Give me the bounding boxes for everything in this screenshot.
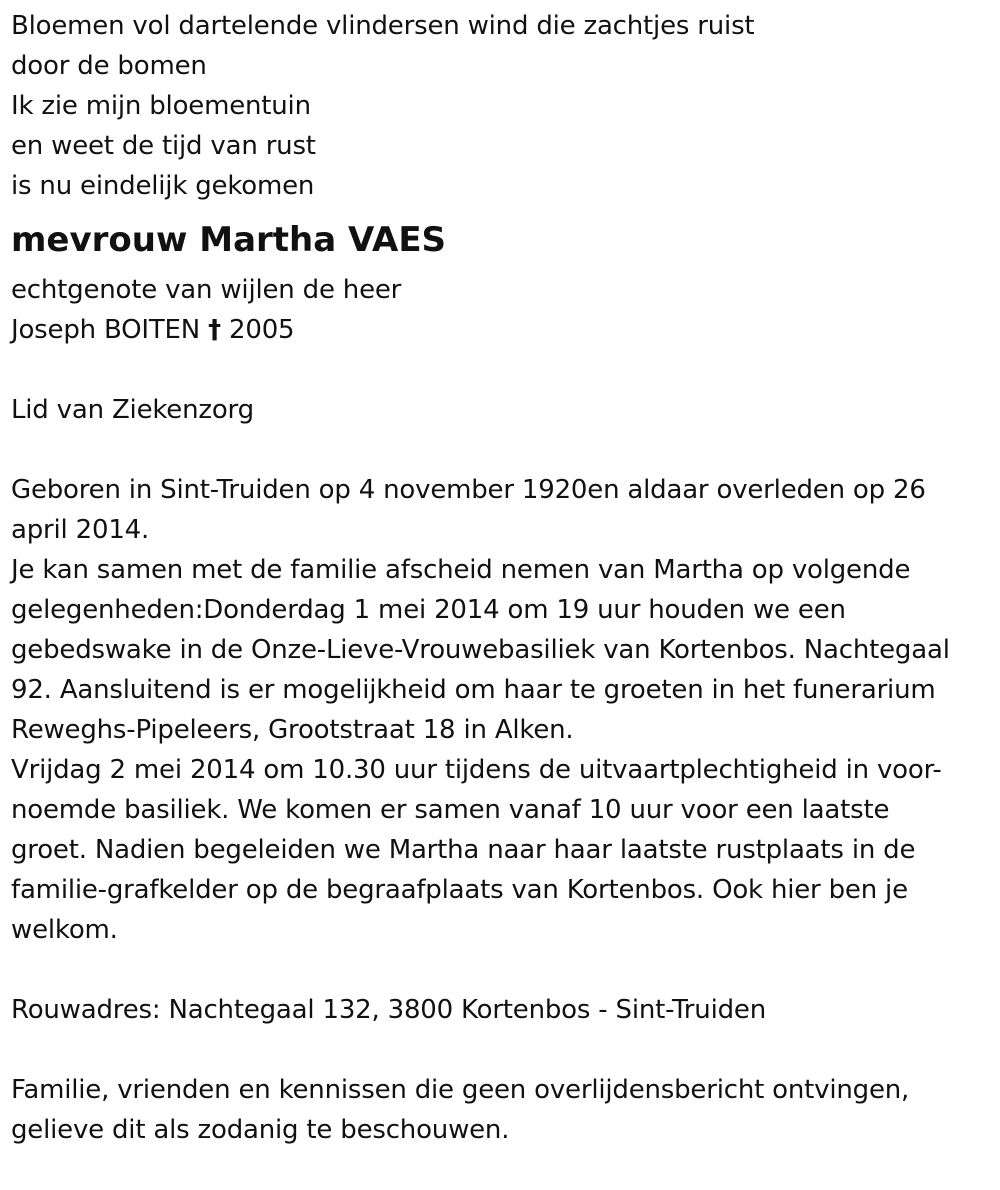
spacer: [11, 350, 991, 390]
details-line-5: gebedswake in de Onze-Lieve-Vrouwebasiliek van Kortenbos. Nachtegaal: [11, 635, 950, 665]
closing-line-2: gelieve dit als zodanig te beschouwen.: [11, 1115, 510, 1145]
details-line-2: april 2014.: [11, 515, 150, 545]
details-line-6: 92. Aansluitend is er mogelijkheid om haar te groeten in het funerarium: [11, 675, 936, 705]
address-line: Rouwadres: Nachtegaal 132, 3800 Kortenbos - Sint-Truiden: [11, 995, 766, 1025]
closing-line-1: Familie, vrienden en kennissen die geen overlijdensbericht ontvingen,: [11, 1075, 910, 1105]
spacer: [11, 1030, 991, 1070]
poem-line-3: Ik zie mijn bloementuin: [11, 91, 311, 121]
details-line-9: noemde basiliek. We komen er samen vanaf 10 uur voor een laatste: [11, 795, 890, 825]
spouse-line: [11, 310, 991, 350]
details-line-11: familie-grafkelder op de begraafplaats van Kortenbos. Ook hier ben je: [11, 875, 908, 905]
obituary-text: [11, 6, 991, 1150]
spouse-year: 2005: [229, 315, 295, 345]
spouse-name: Joseph BOITEN: [11, 315, 201, 345]
membership-line: Lid van Ziekenzorg: [11, 395, 254, 425]
poem-line-4: en weet de tijd van rust: [11, 131, 316, 161]
relation-line: echtgenote van wijlen de heer: [11, 275, 402, 305]
cross-icon: †: [208, 315, 221, 345]
poem-line-1: Bloemen vol dartelende vlindersen wind die zachtjes ruist: [11, 11, 755, 41]
poem-line-5: is nu eindelijk gekomen: [11, 171, 315, 201]
deceased-name: mevrouw Martha VAES: [11, 220, 447, 260]
details-line-12: welkom.: [11, 915, 118, 945]
spacer: [11, 430, 991, 470]
spacer: [11, 950, 991, 990]
details-line-8: Vrijdag 2 mei 2014 om 10.30 uur tijdens de uitvaartplechtigheid in voor-: [11, 755, 942, 785]
poem-line-2: door de bomen: [11, 51, 207, 81]
details-line-4: gelegenheden:Donderdag 1 mei 2014 om 19 uur houden we een: [11, 595, 846, 625]
details-line-1: Geboren in Sint-Truiden op 4 november 1920en aldaar overleden op 26: [11, 475, 926, 505]
details-line-7: Reweghs-Pipeleers, Grootstraat 18 in Alken.: [11, 715, 574, 745]
details-line-3: Je kan samen met de familie afscheid nemen van Martha op volgende: [11, 555, 911, 585]
details-line-10: groet. Nadien begeleiden we Martha naar haar laatste rustplaats in de: [11, 835, 916, 865]
